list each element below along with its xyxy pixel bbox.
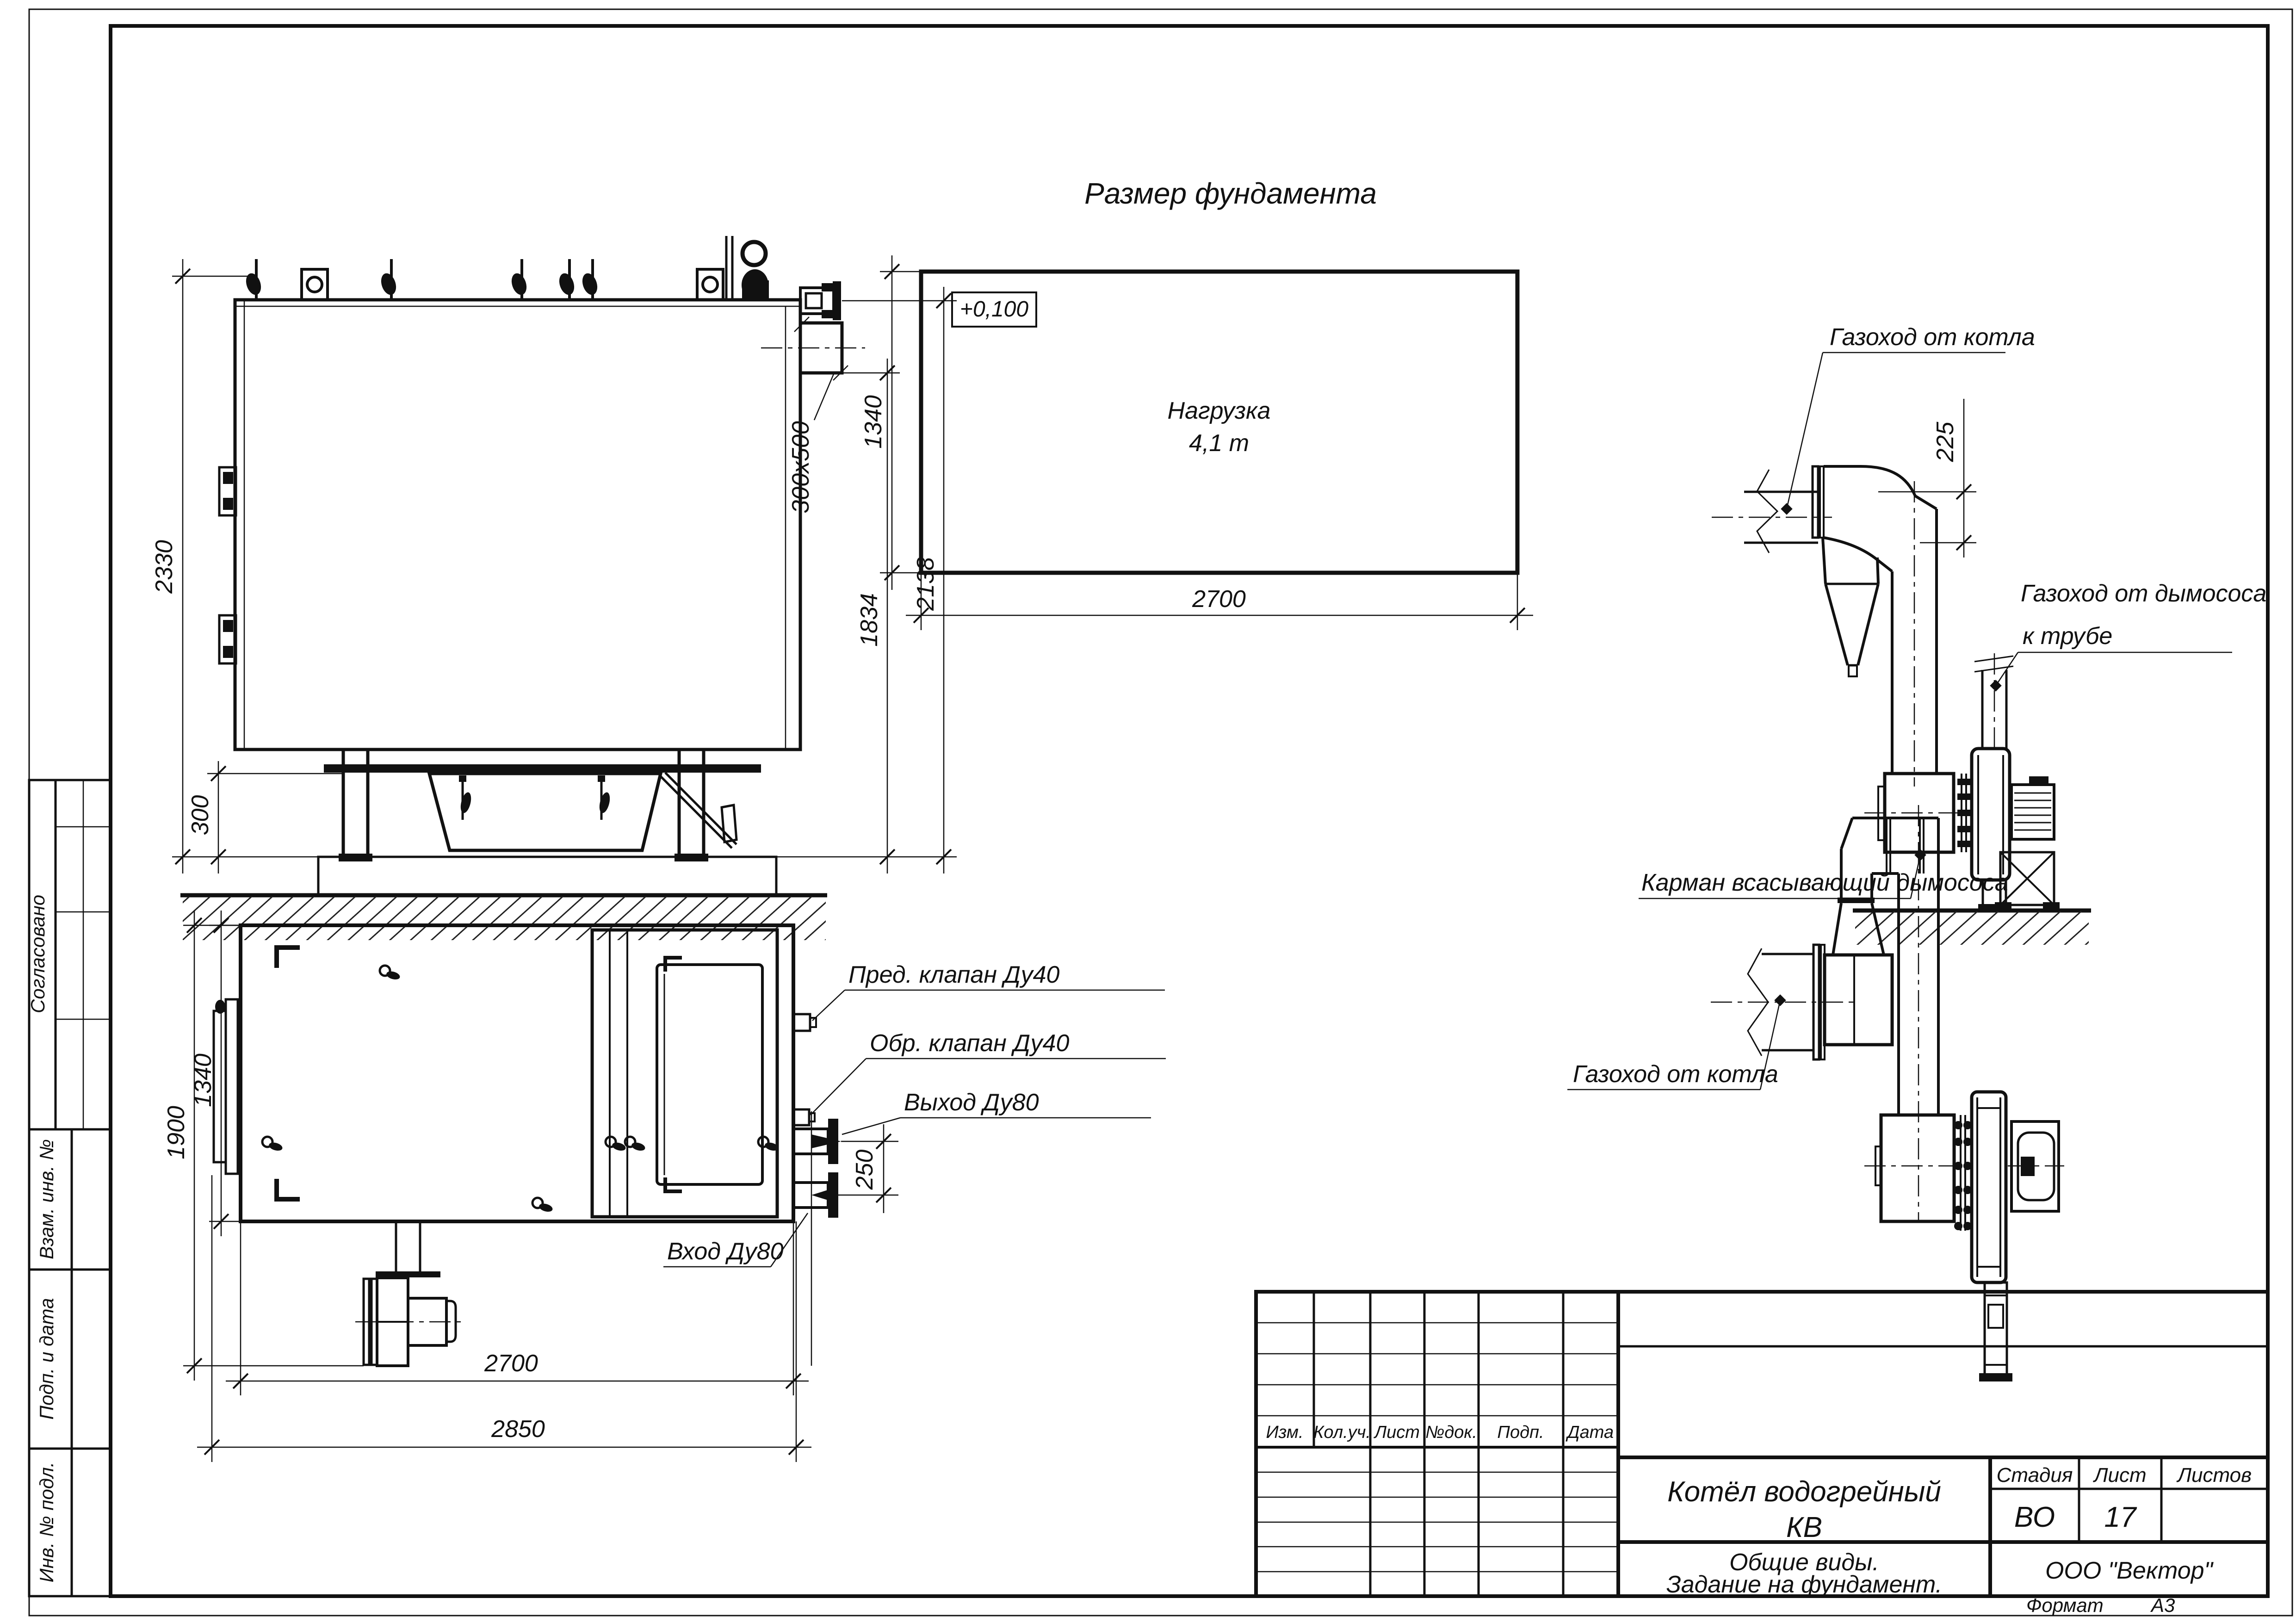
view-title-line2: Задание на фундамент. xyxy=(1666,1571,1943,1598)
stage-value: ВО xyxy=(2014,1501,2055,1533)
label-outlet xyxy=(842,1089,1151,1134)
stage-label: Стадия xyxy=(1996,1464,2073,1487)
doc-name-line2: КВ xyxy=(1786,1511,1822,1543)
fan-inlet-flange xyxy=(1957,774,1970,852)
format-label: Формат xyxy=(2026,1594,2104,1616)
suction-pocket xyxy=(1864,774,1968,852)
svg-text:2850: 2850 xyxy=(491,1416,545,1443)
stamp-replaced-inv-label: Взам. инв. № xyxy=(36,1139,57,1259)
svg-text:250: 250 xyxy=(851,1149,878,1190)
stamp-inv-original xyxy=(29,1449,111,1596)
svg-text:Газоход от котла: Газоход от котла xyxy=(1830,324,2035,351)
sheet-label: Лист xyxy=(2094,1464,2147,1487)
safety-valve-stub xyxy=(793,1014,810,1031)
boiler-plan-view xyxy=(163,911,1166,1462)
rev-col-koluch: Кол.уч. xyxy=(1313,1423,1371,1442)
svg-text:+0,100: +0,100 xyxy=(959,297,1029,322)
svg-text:2700: 2700 xyxy=(1192,586,1246,613)
svg-text:Пред. клапан Ду40: Пред. клапан Ду40 xyxy=(848,961,1060,988)
stamp-sign-date xyxy=(29,1270,111,1449)
svg-text:Газоход от котла: Газоход от котла xyxy=(1573,1061,1778,1088)
outlet-nozzle xyxy=(793,1111,898,1366)
stamp-sign-date-label: Подп. и дата xyxy=(36,1298,57,1420)
dim-2138 xyxy=(842,287,957,873)
load-value: 4,1 т xyxy=(1188,430,1250,457)
svg-text:1834: 1834 xyxy=(856,593,883,647)
fan2-body xyxy=(1972,1092,2064,1381)
flue-opening xyxy=(761,317,865,514)
boiler-base xyxy=(180,750,827,940)
stamp-agreed-block xyxy=(27,780,111,1129)
load-label: Нагрузка xyxy=(1167,397,1271,424)
front-door xyxy=(214,999,238,1174)
rev-col-izm: Изм. xyxy=(1266,1423,1304,1442)
dim-225 xyxy=(1878,399,1976,558)
label-duct-to-stack xyxy=(1990,580,2266,692)
title-block xyxy=(1256,1292,2268,1616)
stamp-inv-original-label: Инв. № подл. xyxy=(36,1462,57,1583)
svg-text:225: 225 xyxy=(1932,421,1959,462)
sheets-label: Листов xyxy=(2177,1464,2252,1487)
burner xyxy=(355,1221,462,1366)
svg-text:1340: 1340 xyxy=(190,1053,217,1107)
dim-foundation-2700 xyxy=(906,573,1533,630)
svg-text:1340: 1340 xyxy=(860,395,887,449)
fan2-flange xyxy=(1954,1115,1972,1231)
svg-text:2138: 2138 xyxy=(912,557,939,611)
doc-name-line1: Котёл водогрейный xyxy=(1667,1476,1941,1508)
stamp-agreed-label: Согласовано xyxy=(27,894,49,1014)
fastener-icons xyxy=(262,966,779,1213)
stamp-replaced-inv xyxy=(29,1129,111,1270)
view-title-line1: Общие виды. xyxy=(1729,1549,1879,1576)
rev-col-podp: Подп. xyxy=(1497,1423,1544,1442)
svg-text:300: 300 xyxy=(187,795,214,836)
foundation-title: Размер фундамента xyxy=(1084,177,1377,210)
svg-text:Обр. клапан Ду40: Обр. клапан Ду40 xyxy=(870,1030,1070,1057)
boiler-outlet-flange xyxy=(800,281,841,320)
lifting-hooks xyxy=(243,259,600,300)
left-stamp-column xyxy=(27,780,111,1596)
svg-text:1900: 1900 xyxy=(163,1106,190,1159)
rev-col-data: Дата xyxy=(1567,1423,1614,1442)
format-value: А3 xyxy=(2151,1594,2175,1616)
check-valve-stub xyxy=(793,1109,809,1125)
rev-col-ndok: №док. xyxy=(1425,1423,1477,1442)
svg-text:к трубе: к трубе xyxy=(2023,623,2113,650)
svg-text:2700: 2700 xyxy=(484,1350,538,1377)
cyclone xyxy=(1823,466,1937,676)
svg-text:2330: 2330 xyxy=(151,540,178,594)
foundation-plan xyxy=(860,177,1533,630)
dim-opening-size: 300х500 xyxy=(787,421,814,514)
svg-text:Газоход от дымососа: Газоход от дымососа xyxy=(2021,580,2267,607)
dim-plan-1340 xyxy=(190,911,241,1236)
dim-250 xyxy=(851,1124,891,1213)
level-mark xyxy=(952,292,1036,327)
flue-elevation-view xyxy=(1639,324,2266,945)
sheet-value: 17 xyxy=(2104,1501,2136,1533)
dim-foundation-1340 xyxy=(860,255,921,590)
label-safety-valve xyxy=(812,961,1165,1021)
svg-text:Выход Ду80: Выход Ду80 xyxy=(904,1089,1039,1116)
boiler-side-view xyxy=(151,236,957,940)
safety-valve-icon xyxy=(726,236,769,301)
rev-col-list: Лист xyxy=(1374,1423,1420,1442)
svg-text:Вход Ду80: Вход Ду80 xyxy=(667,1238,784,1265)
label-suction-pocket xyxy=(1639,849,2008,898)
svg-text:Карман всасывающий дымососа: Карман всасывающий дымососа xyxy=(1641,869,2008,896)
company-name: ООО "Вектор" xyxy=(2045,1557,2213,1584)
